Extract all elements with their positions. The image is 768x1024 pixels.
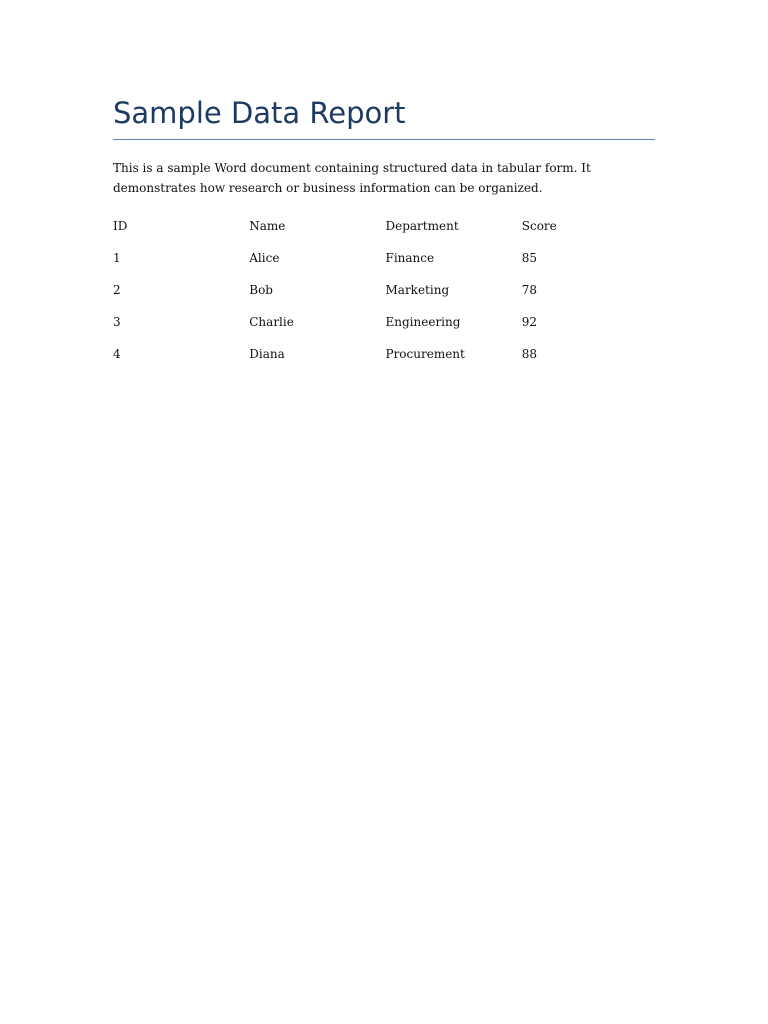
table-cell-id: 4 xyxy=(113,347,121,361)
table-cell-name: Charlie xyxy=(249,315,294,329)
table-row xyxy=(113,306,658,338)
table-header-row xyxy=(113,210,658,242)
table-cell-name: Alice xyxy=(249,251,280,265)
table-cell-score: 85 xyxy=(521,251,538,265)
table-cell-id: 3 xyxy=(113,315,121,329)
table-cell-name: Diana xyxy=(249,347,285,361)
table-cell-department: Engineering xyxy=(385,315,461,329)
table-cell-department: Procurement xyxy=(385,347,465,361)
page-title: Sample Data Report xyxy=(113,96,406,130)
table-row xyxy=(113,338,658,370)
table-cell-id: 2 xyxy=(113,283,121,297)
intro-paragraph: This is a sample Word document containing structured data in tabular form. It demonstrates how research or business information can be organized. xyxy=(113,161,591,195)
table-cell-name: Bob xyxy=(249,283,273,297)
table-header-cell: Department xyxy=(385,219,459,233)
table-cell-department: Finance xyxy=(385,251,435,265)
table-cell-id: 1 xyxy=(113,251,121,265)
table-row xyxy=(113,242,658,274)
table-header-cell: Score xyxy=(521,219,557,233)
table-header-cell: Name xyxy=(249,219,286,233)
table-cell-score: 92 xyxy=(521,315,538,329)
table-cell-department: Marketing xyxy=(385,283,450,297)
table-cell-score: 78 xyxy=(521,283,538,297)
title-divider xyxy=(113,139,655,140)
data-table xyxy=(113,210,658,370)
table-row xyxy=(113,274,658,306)
table-header-cell: ID xyxy=(113,219,128,233)
table-cell-score: 88 xyxy=(521,347,538,361)
